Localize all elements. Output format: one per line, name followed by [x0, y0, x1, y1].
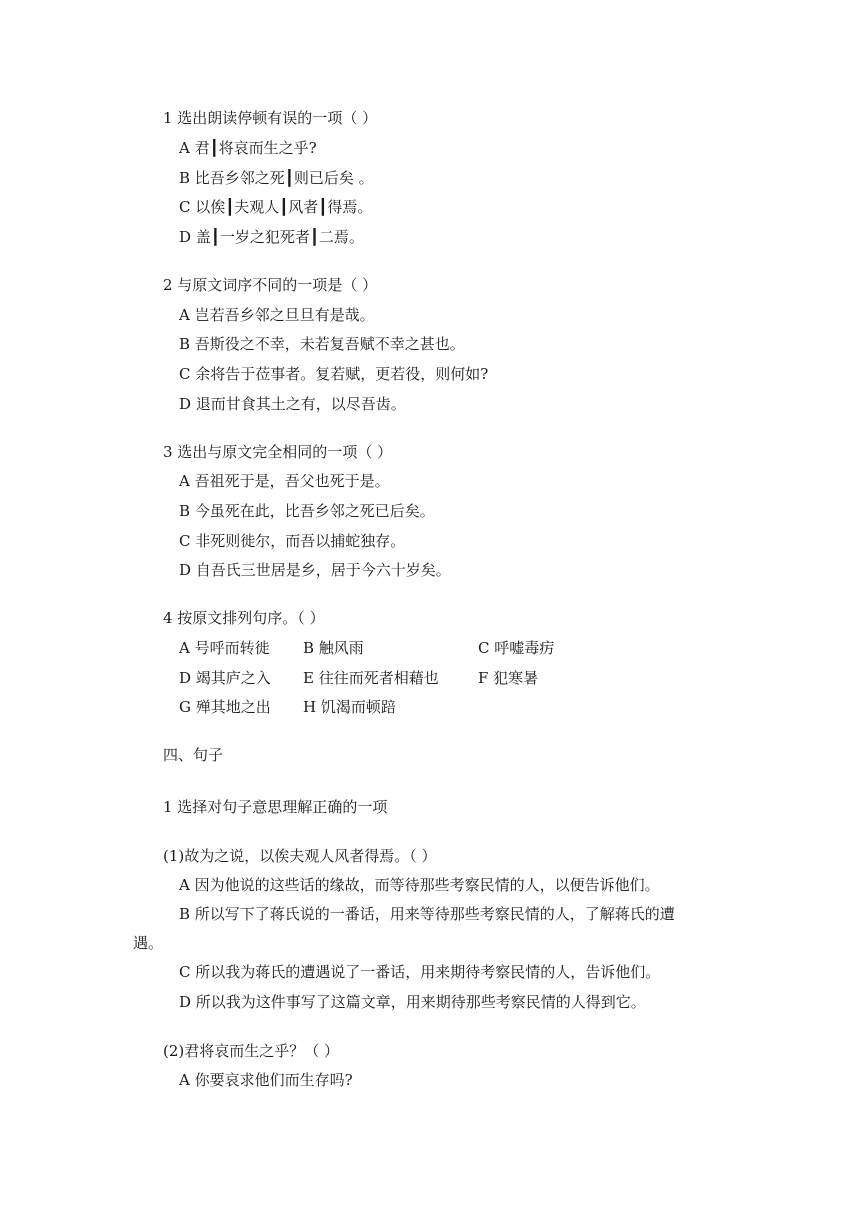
question-1-option-a: A 君┃将哀而生之乎?	[179, 139, 317, 157]
question-2-stem: 2 与原文词序不同的一项是（ ）	[163, 276, 378, 294]
section-title: 四、句子	[163, 746, 224, 764]
question-4-item-c: C 呼嘘毒疠	[478, 639, 555, 657]
sentence-2-stem: (2)君将哀而生之乎？（ ）	[163, 1042, 340, 1060]
question-3-option-b: B 今虽死在此，比吾乡邻之死已后矣。	[179, 502, 435, 520]
question-4-item-f: F 犯寒暑	[478, 669, 539, 687]
question-2-option-d: D 退而甘食其土之有，以尽吾齿。	[179, 395, 406, 413]
sentence-1-option-c: C 所以我为蒋氏的遭遇说了一番话，用来期待考察民情的人，告诉他们。	[179, 963, 661, 981]
question-4-item-g: G 殚其地之出	[179, 698, 271, 716]
question-1-option-b: B 比吾乡邻之死┃则已后矣 。	[179, 169, 374, 187]
question-3-option-a: A 吾祖死于是，吾父也死于是。	[179, 472, 390, 490]
question-4-row-2	[179, 667, 599, 689]
sentence-1-option-d: D 所以我为这件事写了这篇文章，用来期待那些考察民情的人得到它。	[179, 993, 646, 1011]
question-4-row-3	[179, 696, 599, 718]
question-3-stem: 3 选出与原文完全相同的一项（ ）	[163, 443, 393, 461]
question-1-stem: 1 选出朗读停顿有误的一项（ ）	[163, 109, 378, 127]
question-2-option-c: C 余将告于莅事者。复若赋，更若役，则何如?	[179, 365, 489, 383]
question-4-item-b: B 触风雨	[303, 639, 364, 657]
sentence-1-option-b-continued: 遇。	[133, 934, 164, 952]
question-4-item-e: E 往往而死者相藉也	[303, 669, 439, 687]
sentence-1-option-a: A 因为他说的这些话的缘故，而等待那些考察民情的人，以便告诉他们。	[179, 876, 660, 894]
sentence-2-option-a: A 你要哀求他们而生存吗?	[179, 1071, 353, 1089]
question-1-option-d: D 盖┃一岁之犯死者┃二焉。	[179, 228, 364, 246]
question-3-option-c: C 非死则徙尔，而吾以捕蛇独存。	[179, 532, 406, 550]
question-4-stem: 4 按原文排列句序。（ ）	[163, 609, 325, 627]
question-2-option-b: B 吾斯役之不幸，未若复吾赋不幸之甚也。	[179, 335, 465, 353]
question-2-option-a: A 岂若吾乡邻之旦旦有是哉。	[179, 306, 375, 324]
question-4-row-1	[179, 637, 599, 659]
question-1-option-c: C 以俟┃夫观人┃风者┃得焉。	[179, 198, 373, 216]
sentence-1-option-b: B 所以写下了蒋氏说的一番话，用来等待那些考察民情的人，了解蒋氏的遭	[179, 905, 675, 923]
question-4-item-a: A 号呼而转徙	[179, 639, 270, 657]
question-4-item-d: D 竭其庐之入	[179, 669, 271, 687]
sentence-1-stem: (1)故为之说，以俟夫观人风者得焉。（ ）	[163, 847, 437, 865]
section-subtitle: 1 选择对句子意思理解正确的一项	[163, 798, 388, 816]
question-4-item-h: H 饥渴而顿踣	[303, 698, 396, 716]
question-3-option-d: D 自吾氏三世居是乡，居于今六十岁矣。	[179, 561, 451, 579]
